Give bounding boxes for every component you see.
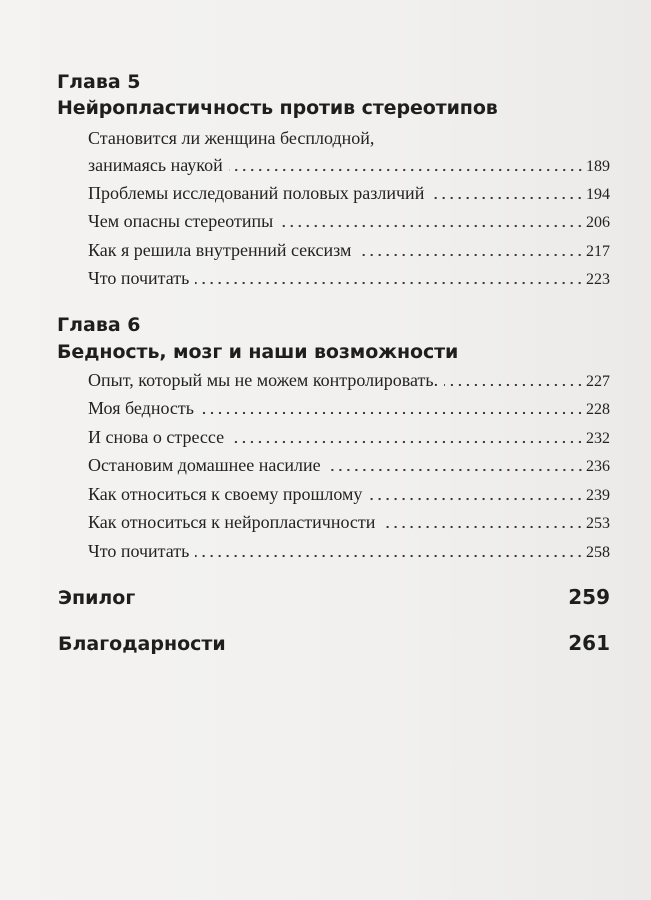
dot-leader [357, 253, 584, 257]
chapter-6-title: Бедность, мозг и наши возможности [57, 341, 459, 363]
toc-entry [88, 509, 610, 535]
toc-entry-page: 217 [586, 243, 610, 260]
toc-entry [88, 208, 610, 234]
toc-entry-title: Проблемы исследований половых различий [88, 183, 425, 203]
epilogue-title: Эпилог [58, 587, 136, 609]
toc-entry-page: 232 [586, 430, 610, 447]
toc-entry-page: 239 [586, 487, 610, 504]
acknowledgements-page: 261 [568, 631, 610, 655]
toc-entry-page: 258 [586, 544, 610, 561]
toc-entry-page: 227 [586, 373, 610, 390]
dot-leader [381, 525, 584, 529]
toc-entry-page: 223 [586, 271, 610, 288]
toc-entry-title: Как относиться к своему прошлому [88, 484, 363, 504]
toc-entry [88, 452, 610, 478]
toc-entry-title: Чем опасны стереотипы [88, 211, 274, 231]
toc-entry-title: Опыт, который мы не можем контролировать. [88, 370, 439, 390]
dot-leader [279, 224, 584, 228]
toc-entry-line: Становится ли женщина бесплодной, [88, 128, 375, 148]
chapter-5-label: Глава 5 [57, 71, 141, 93]
chapter-6-label: Глава 6 [57, 314, 141, 336]
toc-entry-title: Моя бедность [88, 398, 194, 418]
toc-entry [88, 367, 610, 393]
toc-entry-page: 228 [586, 401, 610, 418]
toc-entry [88, 424, 610, 450]
toc-entry-page: 194 [586, 186, 610, 203]
toc-entry-page: 189 [586, 158, 610, 175]
dot-leader [195, 281, 584, 285]
dot-leader [200, 411, 584, 415]
dot-leader [195, 554, 584, 558]
dot-leader [230, 440, 584, 444]
toc-entry [88, 481, 610, 507]
toc-entry [88, 265, 610, 291]
toc-entry-title: занимаясь наукой [88, 155, 223, 175]
toc-entry-title: Как относиться к нейропластичности [88, 512, 376, 532]
dot-leader [444, 383, 584, 387]
epilogue-page: 259 [568, 585, 610, 609]
toc-entry [88, 237, 610, 263]
dot-leader [327, 468, 584, 472]
toc-entry-page: 253 [586, 515, 610, 532]
toc-entry [88, 395, 610, 421]
dot-leader [229, 168, 584, 172]
toc-entry-title: Что почитать [88, 541, 190, 561]
toc-entry-title: И снова о стрессе [88, 427, 225, 447]
toc-entry [88, 180, 610, 206]
acknowledgements-title: Благодарности [58, 633, 226, 655]
toc-entry-title: Что почитать [88, 268, 190, 288]
dot-leader [368, 497, 584, 501]
toc-entry-page: 206 [586, 214, 610, 231]
toc-entry [88, 152, 610, 178]
chapter-5-title: Нейропластичность против стереотипов [57, 97, 498, 119]
toc-entry [88, 538, 610, 564]
toc-entry-page: 236 [586, 458, 610, 475]
dot-leader [430, 196, 584, 200]
toc-entry-title: Как я решила внутренний сексизм [88, 240, 352, 260]
toc-entry-title: Остановим домашнее насилие [88, 455, 321, 475]
